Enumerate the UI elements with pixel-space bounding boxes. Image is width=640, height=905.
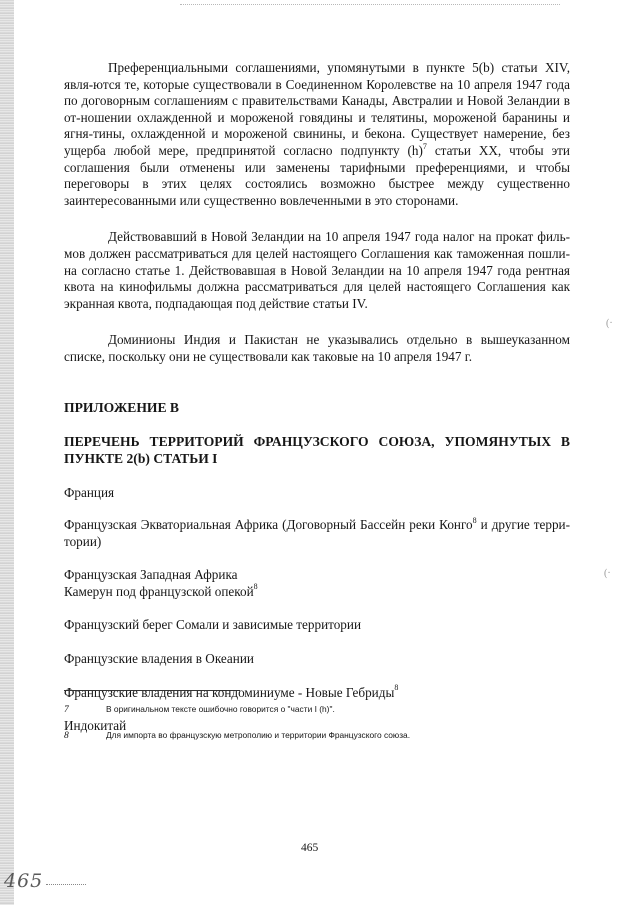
list-item (64, 517, 570, 550)
list-item-text: Французский берег Сомали и зависимые территории (64, 617, 362, 633)
paragraph-text: статьи XX, чтобы эти соглашения были отменены или заменены тарифными преференциями, и чтобы переговоры в этих целях состоялись возможно быстрее между существенно заинтересованными или существенно вовлеченными в это сторонами. (64, 142, 570, 208)
footnote-text: В оригинальном тексте ошибочно говорится о "части I (h)". (106, 704, 335, 714)
margin-mark: (· (606, 318, 613, 329)
list-item (64, 485, 570, 502)
footnote-ref: 8 (472, 515, 477, 525)
annex-title: ПРИЛОЖЕНИЕ В (64, 399, 180, 415)
footnote-number: 7 (64, 705, 69, 715)
scan-binding-edge (0, 0, 14, 905)
list-item (64, 584, 570, 601)
footnote (64, 730, 584, 742)
handwritten-page-number: 465 (4, 870, 44, 892)
paragraph-preferences (64, 60, 570, 209)
footnote-number: 8 (64, 731, 69, 741)
list-item (64, 685, 570, 702)
main-text (64, 60, 570, 735)
annex-subtitle: ПЕРЕЧЕНЬ ТЕРРИТОРИЙ ФРАНЦУЗСКОГО СОЮЗА, УПОМЯНУТЫХ В ПУНКТЕ 2(b) СТАТЬИ I (64, 433, 570, 466)
list-item-text: Французская Экваториальная Африка (Договорный Бассейн реки Конго (64, 517, 473, 533)
footnote-divider (64, 690, 240, 691)
list-item (64, 617, 570, 634)
list-item-text: Французская Западная Африка (64, 567, 238, 583)
paragraph-text: Преференциальными соглашениями, упомянутыми в пункте 5(b) статьи XIV, явля-ются те, которые существовали в Соединенном Королевстве на 10 апреля 1947 года по договорным соглашениям с правительствами Канады, Австралии и Новой Зеландии в от-ношении охлажденной и мороженой говядины и телятины, мороженой баранины и ягня-тины, охлажденной и мороженой свинины, и бекона. Существует намерение, без ущерба любой мере, предпринятой согласно подпункту (h) (64, 60, 570, 158)
list-item-text: Французские владения в Океании (64, 651, 254, 667)
list-item (64, 567, 570, 584)
paragraph-film-tax: Действовавший в Новой Зеландии на 10 апреля 1947 года налог на прокат филь-мов должен рассматриваться для целей настоящего Соглашения как таможенная пошли-на согласно статье 1. Действовавшая в Новой Зеландии на 10 апреля 1947 года рентная квота на кинофильмы должна рассматриваться для целей настоящего Соглашения как экранная квота, подпадающая под действие статьи IV. (64, 229, 570, 311)
list-item-text: Камерун под французской опекой (64, 583, 254, 599)
scan-artifact-dots (46, 884, 86, 885)
list-item-text: Индокитай (64, 718, 127, 734)
footnote-ref: 8 (394, 683, 399, 693)
scan-artifact-dots (180, 4, 560, 6)
footnote-ref: 8 (253, 582, 258, 592)
page-number: 465 (301, 842, 319, 854)
list-item-text: Французские владения на кондоминиуме - Новые Гебриды (64, 684, 395, 700)
footnote (64, 704, 584, 716)
margin-mark: (· (604, 568, 611, 579)
list-item-text: и другие терри-тории) (64, 517, 570, 549)
list-item (64, 651, 570, 668)
list-item-text: Франция (64, 484, 115, 500)
footnote-text: Для импорта во французскую метрополию и территории Французского союза. (106, 730, 411, 740)
footnote-ref: 7 (422, 141, 427, 151)
paragraph-dominions: Доминионы Индия и Пакистан не указывались отдельно в вышеуказанном списке, поскольку они не существовали как таковые на 10 апреля 1947 г. (64, 332, 570, 364)
